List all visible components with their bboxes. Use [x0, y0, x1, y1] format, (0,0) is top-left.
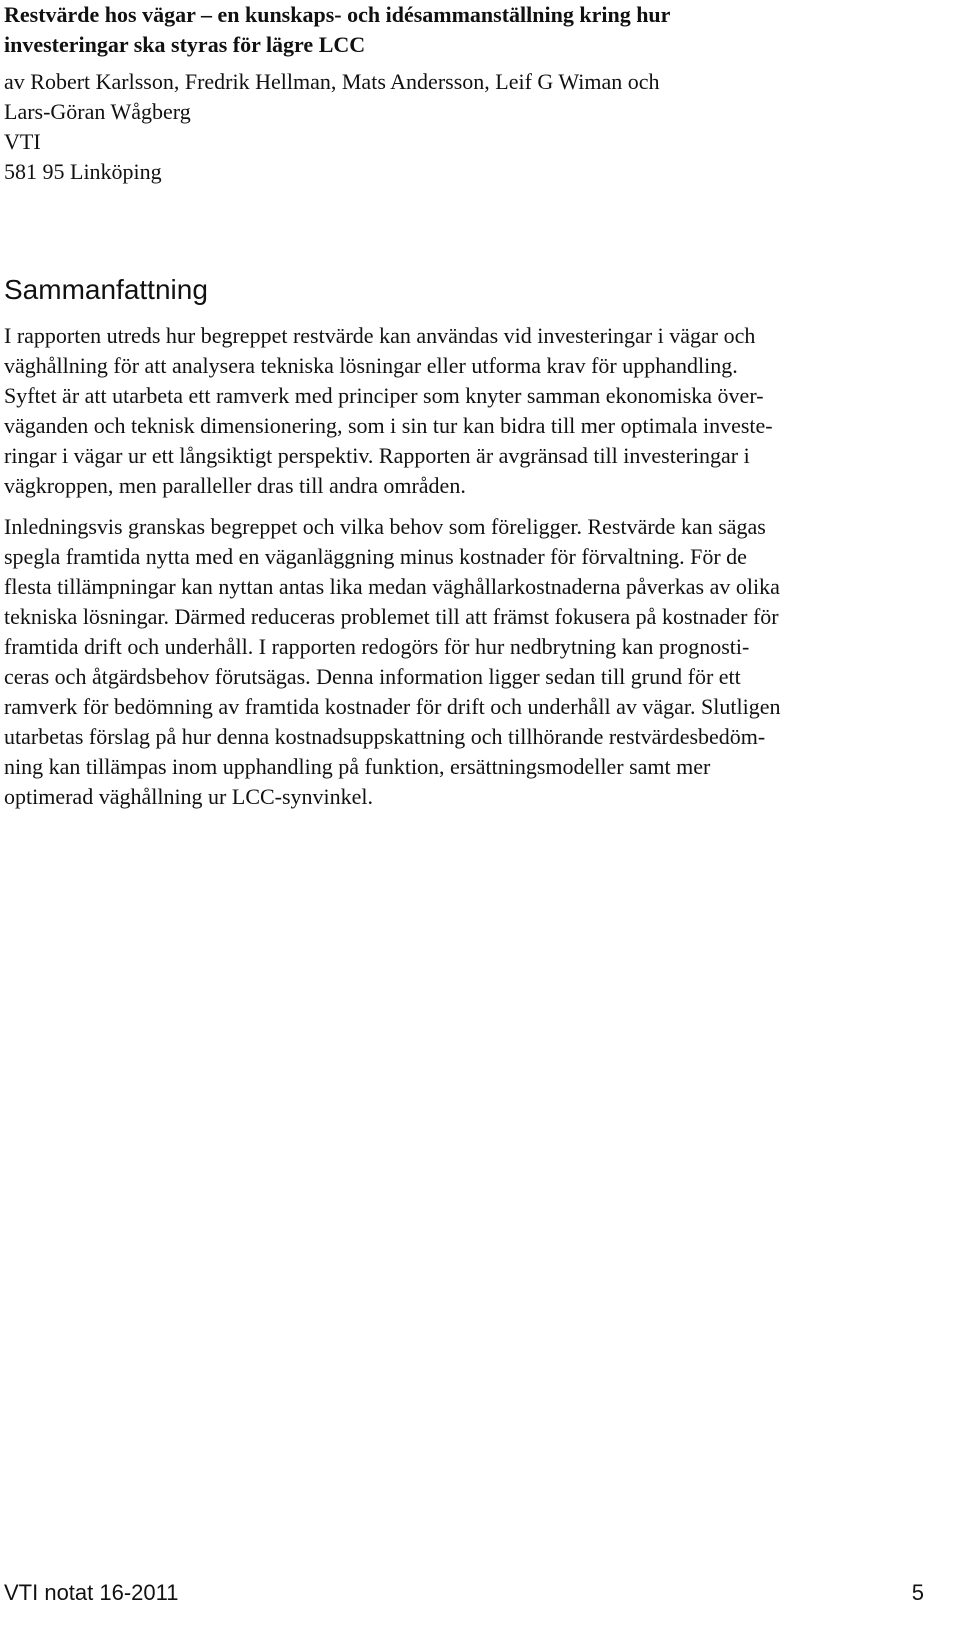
paragraph-line: ringar i vägar ur ett långsiktigt perspektiv. Rapporten är avgränsad till investeringar i [4, 443, 750, 468]
title-line-2: investeringar ska styras för lägre LCC [4, 32, 366, 57]
page-number: 5 [911, 1580, 924, 1605]
paragraph-line: framtida drift och underhåll. I rapporten redogörs för hur nedbrytning kan prognosti- [4, 634, 750, 659]
paragraph-line: Inledningsvis granskas begreppet och vilka behov som föreligger. Restvärde kan sägas [4, 514, 766, 539]
paragraph-line: I rapporten utreds hur begreppet restvärde kan användas vid investeringar i vägar och [4, 323, 756, 348]
paragraph-line: väganden och teknisk dimensionering, som i sin tur kan bidra till mer optimala investe- [4, 413, 773, 438]
paragraph-line: ning kan tillämpas inom upphandling på funktion, ersättningsmodeller samt mer [4, 754, 711, 779]
authors-line-1: av Robert Karlsson, Fredrik Hellman, Mats Andersson, Leif G Wiman och [4, 69, 660, 94]
summary-paragraph-1 [4, 321, 926, 501]
document-title [4, 0, 934, 60]
authors-line-2: Lars-Göran Wågberg [4, 99, 191, 124]
address: 581 95 Linköping [4, 159, 162, 184]
paragraph-line: flesta tillämpningar kan nyttan antas lika medan väghållarkostnaderna påverkas av olika [4, 574, 780, 599]
summary-paragraph-2 [4, 512, 926, 812]
paragraph-line: ramverk för bedömning av framtida kostnader för drift och underhåll av vägar. Slutligen [4, 694, 781, 719]
title-line-1: Restvärde hos vägar – en kunskaps- och idésammanställning kring hur [4, 2, 671, 27]
organization: VTI [4, 129, 41, 154]
paragraph-line: tekniska lösningar. Därmed reduceras problemet till att främst fokusera på kostnader för [4, 604, 779, 629]
footer-report-id: VTI notat 16-2011 [4, 1580, 179, 1605]
paragraph-line: väghållning för att analysera tekniska lösningar eller utforma krav för upphandling. [4, 353, 738, 378]
paragraph-line: optimerad väghållning ur LCC-synvinkel. [4, 784, 374, 809]
paragraph-line: Syftet är att utarbeta ett ramverk med principer som knyter samman ekonomiska över- [4, 383, 764, 408]
paragraph-line: ceras och åtgärdsbehov förutsägas. Denna information ligger sedan till grund för ett [4, 664, 741, 689]
paragraph-line: spegla framtida nytta med en väganläggning minus kostnader för förvaltning. För de [4, 544, 747, 569]
paragraph-line: utarbetas förslag på hur denna kostnadsuppskattning och tillhörande restvärdesbedöm- [4, 724, 766, 749]
section-heading: Sammanfattning [4, 274, 208, 305]
paragraph-line: vägkroppen, men paralleller dras till andra områden. [4, 473, 466, 498]
authors [4, 67, 924, 127]
